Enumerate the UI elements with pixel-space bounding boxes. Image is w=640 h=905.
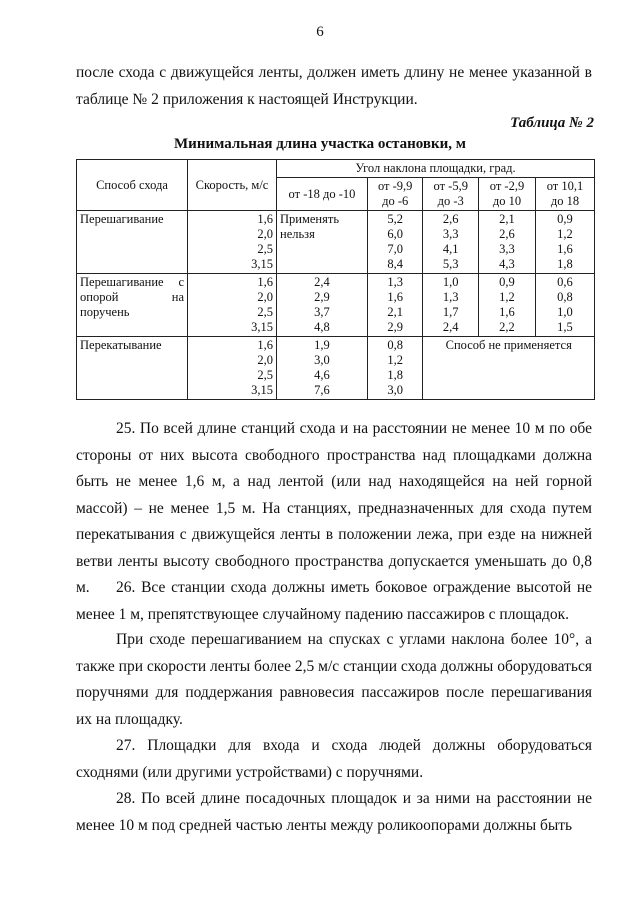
stopping-length-table — [76, 159, 595, 400]
value-cell: 0,8 1,2 1,8 3,0 — [367, 337, 423, 400]
speed-cell: 1,6 2,0 2,5 3,15 — [188, 274, 277, 337]
value-cell: 5,2 6,0 7,0 8,4 — [367, 211, 423, 274]
table-row — [77, 274, 595, 337]
value-cell: 2,4 2,9 3,7 4,8 — [277, 274, 368, 337]
speed-cell: 1,6 2,0 2,5 3,15 — [188, 337, 277, 400]
angle-column-header: от -9,9 до -6 — [367, 178, 423, 211]
header-angle: Угол наклона площадки, град. — [277, 160, 595, 178]
value-cell: 0,9 1,2 1,6 1,8 — [535, 211, 594, 274]
table-row — [77, 337, 595, 400]
value-cell: 2,6 3,3 4,1 5,3 — [423, 211, 479, 274]
header-speed: Скорость, м/с — [188, 160, 277, 211]
paragraph-handrails: При сходе перешагиванием на спусках с углами наклона более 10°, а также при скорости ленты более 2,5 м/с станции схода должны оборудоваться поручнями для поддержания равновесия пассажиров после перешагивания их на площадку. — [76, 631, 592, 728]
method-cell: Перешагивание — [77, 211, 188, 274]
method-cell: Перешагивание с опорой на поручень — [77, 274, 188, 337]
angle-column-header: от 10,1 до 18 — [535, 178, 594, 211]
value-cell: 1,9 3,0 4,6 7,6 — [277, 337, 368, 400]
speed-cell: 1,6 2,0 2,5 3,15 — [188, 211, 277, 274]
paragraph-28: 28. По всей длине посадочных площадок и за ними на расстоянии не менее 10 м под средней частью ленты между роликоопорами должны быть — [76, 790, 592, 834]
intro-paragraph: после схода с движущейся ленты, должен иметь длину не менее указанной в таблице № 2 приложения к настоящей Инструкции. — [76, 64, 592, 108]
value-cell: 2,1 2,6 3,3 4,3 — [479, 211, 536, 274]
angle-column-header: от -5,9 до -3 — [423, 178, 479, 211]
table-row — [77, 211, 595, 274]
value-cell: 1,3 1,6 2,1 2,9 — [367, 274, 423, 337]
value-cell: 0,9 1,2 1,6 2,2 — [479, 274, 536, 337]
page-number: 6 — [316, 24, 324, 40]
method-cell: Перекатывание — [77, 337, 188, 400]
header-method: Способ схода — [77, 160, 188, 211]
value-cell: 1,0 1,3 1,7 2,4 — [423, 274, 479, 337]
paragraph-25: 25. По всей длине станций схода и на расстоянии не менее 10 м по обе стороны от них высота свободного пространства над площадками должна быть не менее 1,6 м, а над лентой (или над находящейся на ней горной массой) – не менее 1,5 м. На станциях, предназначенных для схода путем перекатывания с движущейся ленты в положении лежа, при езде на нижней ветви ленты высоту свободного пространства допускается уменьшать до 0,8 м. — [76, 420, 592, 596]
not-applicable-cell: Способ не применяется — [423, 337, 595, 400]
value-cell: Применять нельзя — [277, 211, 368, 274]
paragraph-27: 27. Площадки для входа и схода людей должны оборудоваться сходнями (или другими устройствами) с поручнями. — [76, 737, 592, 781]
angle-column-header: от -18 до -10 — [277, 178, 368, 211]
paragraph-26: 26. Все станции схода должны иметь боковое ограждение высотой не менее 1 м, препятствующее случайному падению пассажиров с площадок. — [76, 579, 592, 623]
value-cell: 0,6 0,8 1,0 1,5 — [535, 274, 594, 337]
table-title: Минимальная длина участка остановки, м — [174, 136, 466, 152]
table-label: Таблица № 2 — [510, 115, 594, 131]
angle-column-header: от -2,9 до 10 — [479, 178, 536, 211]
